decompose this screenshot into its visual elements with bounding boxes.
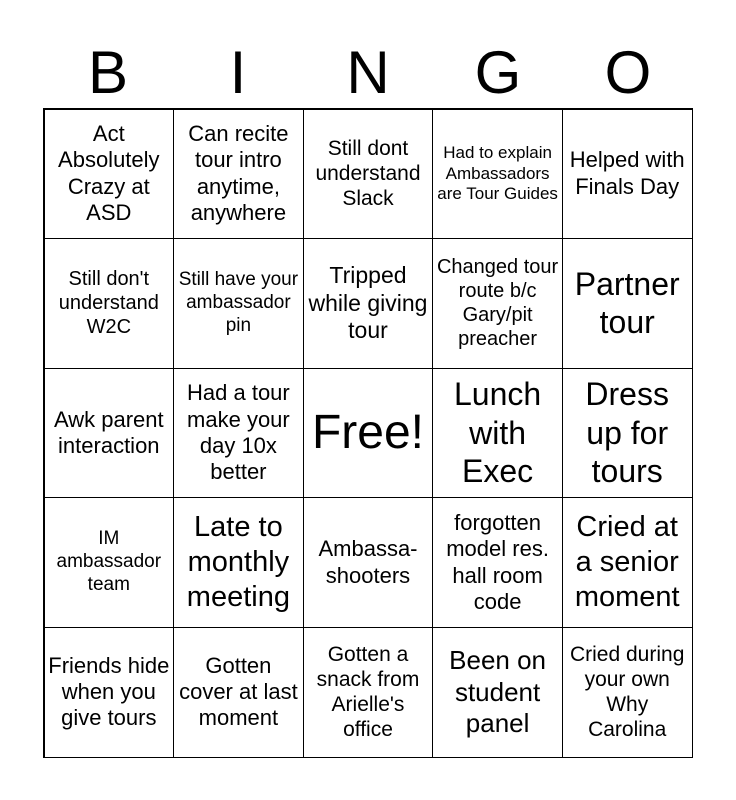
bingo-cell[interactable]: Cried at a senior moment <box>562 497 693 628</box>
bingo-cell[interactable]: IM ambassador team <box>44 497 175 628</box>
bingo-cell[interactable]: Tripped while giving tour <box>303 238 434 369</box>
header-letter-b: B <box>87 39 129 106</box>
bingo-cell[interactable]: Late to monthly meeting <box>173 497 304 628</box>
bingo-cell[interactable]: Still dont understand Slack <box>303 109 434 240</box>
header-letter-g: G <box>474 39 522 106</box>
bingo-cell[interactable]: Cried during your own Why Carolina <box>562 627 693 758</box>
bingo-grid <box>43 108 693 758</box>
bingo-cell[interactable]: Had a tour make your day 10x better <box>173 368 304 499</box>
bingo-cell[interactable]: Dress up for tours <box>562 368 693 499</box>
bingo-cell[interactable]: Gotten cover at last moment <box>173 627 304 758</box>
bingo-cell[interactable]: Friends hide when you give tours <box>44 627 175 758</box>
header-letter-o: O <box>604 39 652 106</box>
bingo-cell[interactable]: Been on student panel <box>432 627 563 758</box>
bingo-cell[interactable]: Still don't understand W2C <box>44 238 175 369</box>
bingo-cell[interactable]: Lunch with Exec <box>432 368 563 499</box>
bingo-cell[interactable]: Changed tour route b/c Gary/pit preacher <box>432 238 563 369</box>
bingo-cell[interactable]: Can recite tour intro anytime, anywhere <box>173 109 304 240</box>
bingo-cell-free[interactable]: Free! <box>303 368 434 499</box>
bingo-cell[interactable]: Awk parent interaction <box>44 368 175 499</box>
header-letter-n: N <box>346 39 390 106</box>
bingo-cell[interactable]: Had to explain Ambassadors are Tour Guides <box>432 109 563 240</box>
bingo-cell[interactable]: Still have your ambassador pin <box>173 238 304 369</box>
bingo-header <box>43 38 693 108</box>
bingo-cell[interactable]: Act Absolutely Crazy at ASD <box>44 109 175 240</box>
bingo-cell[interactable]: forgotten model res. hall room code <box>432 497 563 628</box>
bingo-cell[interactable]: Helped with Finals Day <box>562 109 693 240</box>
bingo-cell[interactable]: Partner tour <box>562 238 693 369</box>
header-letter-i: I <box>229 39 247 106</box>
bingo-cell[interactable]: Ambassa- shooters <box>303 497 434 628</box>
bingo-cell[interactable]: Gotten a snack from Arielle's office <box>303 627 434 758</box>
